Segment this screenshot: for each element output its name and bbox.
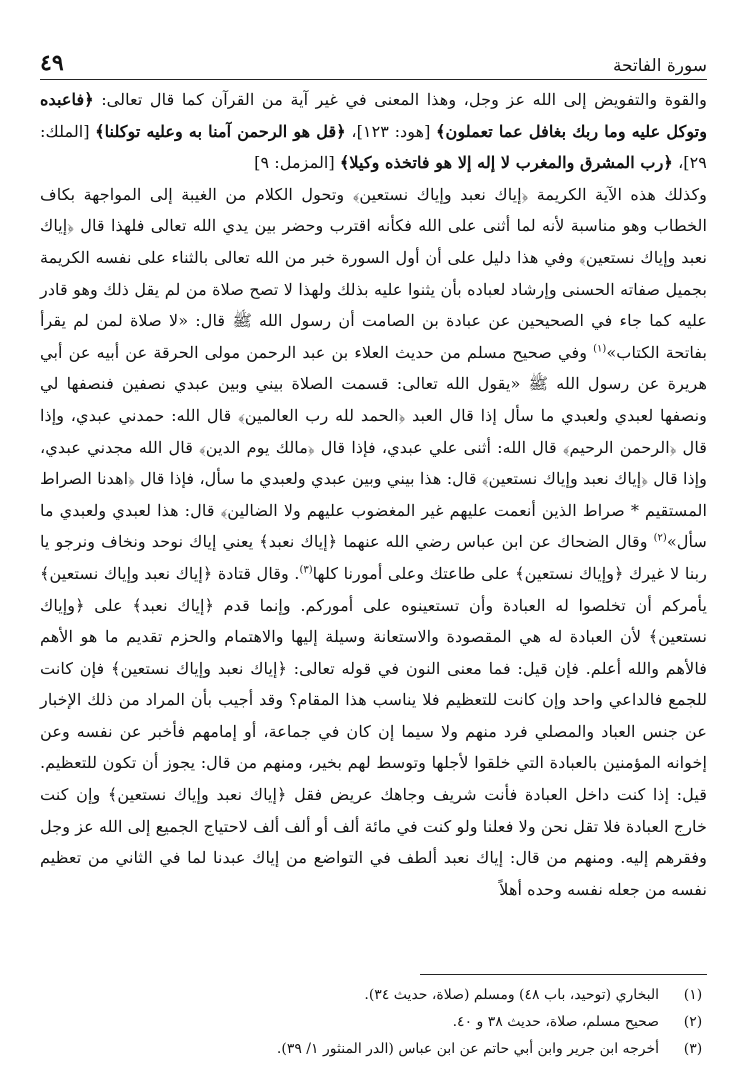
text-run: [الملك: ٢٩]، [40, 121, 707, 173]
chapter-title: سورة الفاتحة [612, 56, 707, 76]
text-run: والقوة والتفويض إلى الله عز وجل، وهذا المعنى في غير آية من القرآن كما قال تعالى: [93, 90, 707, 109]
text-run: وكذلك هذه الآية الكريمة ﴿إياك نعبد وإياك نستعين﴾ وتحول الكلام من الغيبة إلى المواجهة بكاف الخطاب وهو مناسبة لأنه لما أثنى على الله فكأنه اقترب وحضر بين يدي الله تعالى فلهذا قال ﴿إياك نعبد وإياك نستعين﴾ وفي هذا دليل على أن أول السورة خبر من الله تعالى بالثناء على نفسه الكريمة بجميل صفاته الحسنى وإرشاد لعباده بأن يثنوا عليه بذلك ولهذا لا تصح صلاة من لم يقل ذلك وهو قادر عليه كما جاء في الصحيحين عن عبادة بن الصامت أن رسول الله ﷺ قال: «لا صلاة لمن لم يقرأ بفاتحة الكتاب» [40, 184, 707, 362]
footnote-ref: (١) [593, 343, 607, 355]
text-run: [المزمل: ٩] [254, 153, 340, 173]
footnote-text: البخاري (توحيد، باب ٤٨) ومسلم (صلاة، حديث ٣٤). [364, 987, 659, 1003]
footnote [40, 982, 707, 1009]
footnote-divider [420, 974, 707, 975]
footnote-number: (١) [683, 987, 703, 1003]
body-text [40, 84, 707, 905]
footnote-ref: (٢) [653, 532, 667, 544]
footnote-ref: (٣) [299, 564, 313, 576]
header-divider [40, 79, 707, 80]
footnote-text: أخرجه ابن جرير وابن أبي حاتم عن ابن عباس (الدر المنثور ١/ ٣٩). [276, 1041, 659, 1057]
footnote [40, 1009, 707, 1036]
quran-verse: ﴿قل هو الرحمن آمنا به وعليه توكلنا﴾ [95, 121, 346, 141]
body-paragraph [40, 179, 707, 906]
text-run: وفي صحيح مسلم من حديث العلاء بن عبد الرحمن مولى الحرقة عن أبيه عن أبي هريرة عن رسول الله ﷺ «يقول الله تعالى: قسمت الصلاة بيني وبين عبدي نصفين فنصفها لي ونصفها لعبدي ولعبدي ما سأل إذا قال العبد ﴿الحمد لله رب العالمين﴾ قال الله: حمدني عبدي، وإذا قال ﴿الرحمن الرحيم﴾ قال الله: أثنى علي عبدي، فإذا قال ﴿مالك يوم الدين﴾ قال الله مجدني عبدي، وإذا قال ﴿إياك نعبد وإياك نستعين﴾ قال: هذا بيني وبين عبدي ولعبدي ما سأل، فإذا قال ﴿اهدنا الصراط المستقيم * صراط الذين أنعمت عليهم غير المغضوب عليهم ولا الضالين﴾ قال: هذا لعبدي ولعبدي ما سأل» [40, 342, 707, 552]
text-run: وقال الضحاك عن ابن عباس رضي الله عنهما ﴿إياك نعبد﴾ يعني إياك نوحد ونخاف ونرجو يا ربنا لا غيرك ﴿وإياك نستعين﴾ على طاعتك وعلى أمورنا كلها [40, 532, 707, 583]
footnote-number: (٢) [683, 1014, 703, 1030]
footnotes [40, 982, 707, 1063]
body-paragraph [40, 84, 707, 179]
text-run: . وقال قتادة ﴿إياك نعبد وإياك نستعين﴾ يأمركم أن تخلصوا له العبادة وأن تستعينوه على أموركم. وإنما قدم ﴿إياك نعبد﴾ على ﴿وإياك نستعين﴾ لأن العبادة له هي المقصودة والاستعانة وسيلة إليها والاهتمام والحزم تقديم ما هو الأهم فالأهم والله أعلم. فإن قيل: فما معنى النون في قوله تعالى: ﴿إياك نعبد وإياك نستعين﴾ فإن كانت للجمع فالداعي واحد وإن كانت للتعظيم فلا يناسب هذا المقام؟ وقد أجيب بأن المراد من ذلك الإخبار عن جنس العباد والمصلي فرد منهم ولا سيما إن كان في جماعة، أو إمامهم فأخبر عن نفسه وعن إخوانه المؤمنين بالعبادة التي خلقوا لأجلها وتوسط لهم بخير، ومنهم من قال: يجوز أن تكون للتعظيم. قيل: إذا كنت داخل العبادة فأنت شريف وجاهك عريض فقل ﴿إياك نعبد وإياك نستعين﴾ وإن كنت خارج العبادة فلا تقل نحن ولا فعلنا ولو كنت في مائة ألف أو ألف ألف لاحتياج الجميع إلى الله عز وجل وفقرهم إليه. ومنهم من قال: إياك نعبد ألطف في التواضع من إياك عبدنا لما في الثاني من تعظيم نفسه من جعله نفسه وحده أهلاً [40, 563, 707, 899]
page-number: ٤٩ [40, 50, 64, 76]
footnote-text: صحيح مسلم، صلاة، حديث ٣٨ و ٤٠. [452, 1014, 659, 1030]
page-header [40, 38, 707, 76]
footnote [40, 1036, 707, 1063]
text-run: [هود: ١٢٣]، [345, 121, 437, 141]
quran-verse: ﴿رب المشرق والمغرب لا إله إلا هو فاتخذه وكيلا﴾ [339, 153, 673, 173]
footnote-number: (٣) [683, 1041, 703, 1057]
quran-verse: ﴿فاعبده وتوكل عليه وما ربك بغافل عما تعملون﴾ [40, 90, 708, 141]
